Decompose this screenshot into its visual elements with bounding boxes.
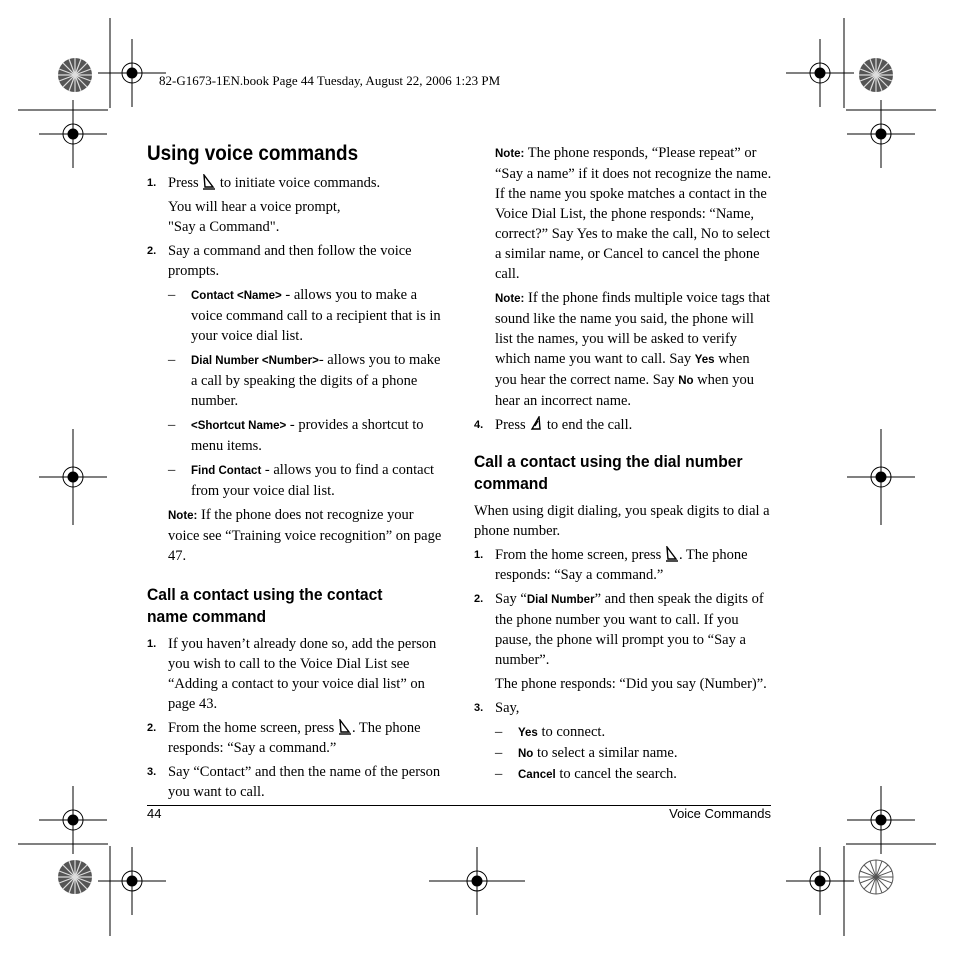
step-number: 3. xyxy=(147,766,157,778)
page-footer xyxy=(147,805,771,821)
list-item: 2. Say “Dial Number” and then speak the digits of the phone number you want to call. If you pause, the phone will prompt you to “Say a number”. xyxy=(474,591,764,668)
section-name: Voice Commands xyxy=(669,806,771,821)
talk-key-icon xyxy=(665,546,679,562)
left-column xyxy=(147,141,447,806)
note: Note: If the phone does not recognize your voice see “Training voice recognition” on page 47. xyxy=(168,507,442,564)
step-number: 2. xyxy=(147,722,157,734)
list-item: 3. Say “Contact” and then the name of the person you want to call. xyxy=(147,764,441,800)
sub-item: – Cancel to cancel the search. xyxy=(495,766,677,782)
talk-key-icon xyxy=(202,174,216,190)
step-number: 1. xyxy=(147,638,157,650)
paragraph: You will hear a voice prompt, xyxy=(168,199,341,215)
sub-item: – <Shortcut Name> - provides a shortcut to menu items. xyxy=(168,417,424,454)
note: Note: If the phone finds multiple voice tags that sound like the name you said, the phone will list the names, you will be asked to verify which name you want to call. Say Yes when you hear the correct name. Say No when you hear an incorrect name. xyxy=(495,290,771,409)
talk-key-icon xyxy=(338,719,352,735)
section-heading: Call a contact using the contact name command xyxy=(147,585,383,626)
end-key-icon xyxy=(529,416,543,432)
paragraph: The phone responds: “Did you say (Number)”. xyxy=(495,676,767,692)
note: Note: The phone responds, “Please repeat” or “Say a name” if it does not recognize the name. If the name you spoke matches a contact in the Voice Dial List, the phone responds: “Name, correct?” Say Yes to make the call, No to select a similar name, or Cancel to cancel the phone call. xyxy=(495,145,772,282)
list-item: 3. Say, xyxy=(474,700,520,716)
list-item: 2. From the home screen, press . The phone responds: “Say a command.” xyxy=(147,720,421,756)
paragraph: When using digit dialing, you speak digits to dial a phone number. xyxy=(474,503,770,539)
sub-item: – Yes to connect. xyxy=(495,724,606,740)
list-item: 2. Say a command and then follow the voice prompts. xyxy=(147,243,412,279)
section-heading: Call a contact using the dial number command xyxy=(474,452,743,493)
sub-item: – Find Contact - allows you to find a contact from your voice dial list. xyxy=(168,462,435,499)
sub-item: – Dial Number <Number>- allows you to make a call by speaking the digits of a phone number. xyxy=(168,352,441,409)
list-item: 1. If you haven’t already done so, add the person you wish to call to the Voice Dial List see “Adding a contact to your voice dial list” on page 43. xyxy=(147,636,437,712)
right-column xyxy=(474,143,774,785)
book-header: 82-G1673-1EN.book Page 44 Tuesday, August 22, 2006 1:23 PM xyxy=(159,73,501,88)
sub-item: – Contact <Name> - allows you to make a voice command call to a recipient that is in your voice dial list. xyxy=(168,287,441,344)
step-number: 1. xyxy=(147,177,157,189)
step-number: 1. xyxy=(474,549,484,561)
step-number: 4. xyxy=(474,419,484,431)
list-item: 1. From the home screen, press . The phone responds: “Say a command.” xyxy=(474,547,748,583)
step-number: 2. xyxy=(474,593,484,605)
list-item: 1. Press to initiate voice commands. xyxy=(147,175,381,191)
paragraph: "Say a Command". xyxy=(168,219,280,235)
list-item: 4. Press to end the call. xyxy=(474,417,633,433)
step-number: 2. xyxy=(147,245,157,257)
page-number: 44 xyxy=(147,806,162,821)
sub-item: – No to select a similar name. xyxy=(495,745,678,761)
page-title: Using voice commands xyxy=(147,142,359,165)
step-number: 3. xyxy=(474,702,484,714)
